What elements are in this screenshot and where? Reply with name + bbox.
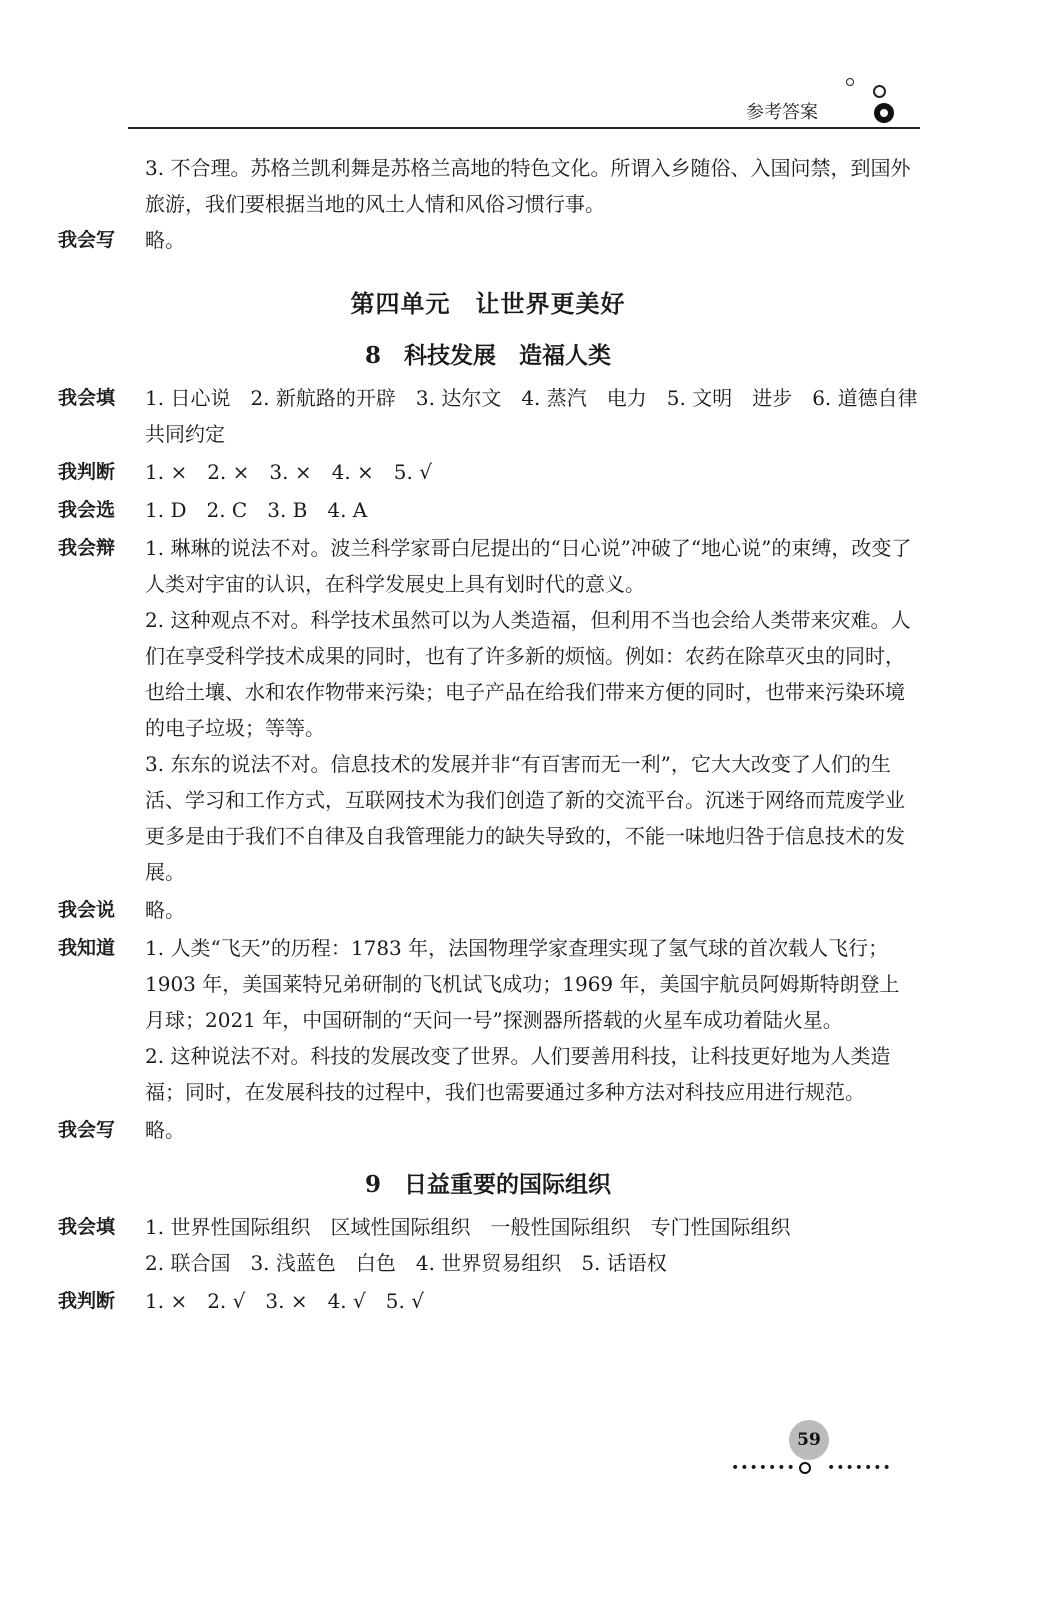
answer-paragraph: 1. 人类“飞天”的历程：1783 年，法国物理学家查理实现了氢气球的首次载人飞行；1903 年，美国莱特兄弟研制的飞机试飞成功；1969 年，美国宇航员阿姆斯特朗登上月球；2021 年，中国研制的“天问一号”探测器所搭载的火星车成功着陆火星。: [145, 936, 900, 1032]
section-label: 我会填: [58, 1216, 116, 1238]
decor-dot-icon: [846, 78, 854, 86]
header-title: 参考答案: [746, 102, 818, 123]
answer-paragraph: 2. 这种观点不对。科学技术虽然可以为人类造福，但利用不当也会给人类带来灾难。人们在享受科学技术成果的同时，也有了许多新的烦恼。例如：农药在除草灭虫的同时，也给土壤、水和农作物带来污染；电子产品在给我们带来方便的同时，也带来污染环境的电子垃圾；等等。: [145, 608, 911, 740]
page-number-block: [731, 1420, 903, 1476]
lesson8-choose-row: [58, 492, 918, 528]
lesson8-judge-row: [58, 454, 918, 490]
top-continued-item: 3. 不合理。苏格兰凯利舞是苏格兰高地的特色文化。所谓入乡随俗、入国问禁，到国外旅游，我们要根据当地的风土人情和风俗习惯行事。: [145, 156, 911, 216]
section-answer: [145, 1209, 918, 1281]
section-answer: 1. D 2. C 3. B 4. A: [145, 498, 368, 522]
section-answer: 1. × 2. √ 3. × 4. √ 5. √: [145, 1289, 424, 1313]
section-label: 我判断: [58, 461, 116, 483]
section-label: 我知道: [58, 937, 116, 959]
section-label: 我判断: [58, 1290, 116, 1312]
lesson8-fill-row: [58, 380, 938, 452]
answer-line: 2. 联合国 3. 浅蓝色 白色 4. 世界贸易组织 5. 话语权: [145, 1251, 667, 1275]
lesson8-title: 8 科技发展 造福人类: [364, 342, 611, 369]
section-label: 我会说: [58, 899, 116, 921]
section-answer: 略。: [145, 898, 185, 922]
section-label: 我会写: [58, 1119, 116, 1141]
answer-paragraph: 3. 东东的说法不对。信息技术的发展并非“有百害而无一利”，它大大改变了人们的生活、学习和工作方式，互联网技术为我们创造了新的交流平台。沉迷于网络而荒废学业更多是由于我们不自律及自我管理能力的缺失导致的，不能一味地归咎于信息技术的发展。: [145, 752, 905, 884]
answer-paragraph: 2. 这种说法不对。科技的发展改变了世界。人们要善用科技，让科技更好地为人类造福；同时，在发展科技的过程中，我们也需要通过多种方法对科技应用进行规范。: [145, 1044, 891, 1104]
answer-content: [58, 150, 938, 1321]
header-rule: [128, 127, 920, 129]
lesson9-judge-row: [58, 1283, 918, 1319]
dotted-leader-icon: •••••••: [731, 1460, 796, 1476]
decor-ring-icon: [874, 103, 894, 123]
lesson8-say-row: [58, 892, 918, 928]
page-number: 59: [789, 1420, 829, 1460]
section-answer: [145, 930, 918, 1110]
section-answer: 1. × 2. × 3. × 4. × 5. √: [145, 460, 432, 484]
answer-line: 1. 世界性国际组织 区域性国际组织 一般性国际组织 专门性国际组织: [145, 1215, 791, 1239]
top-write-row: [58, 222, 918, 258]
section-label: 我会填: [58, 387, 116, 409]
section-answer: [145, 530, 918, 890]
lesson8-know-row: [58, 930, 918, 1110]
decor-ring-icon: [799, 1462, 811, 1474]
lesson8-debate-row: [58, 530, 918, 890]
lesson9-title: 9 日益重要的国际组织: [364, 1171, 611, 1198]
section-answer: 1. 日心说 2. 新航路的开辟 3. 达尔文 4. 蒸汽 电力 5. 文明 进步 6. 道德自律 共同约定: [145, 386, 938, 446]
unit-title: 第四单元 让世界更美好: [350, 289, 626, 318]
section-answer: 略。: [145, 1118, 185, 1142]
decor-dot-icon: [873, 85, 886, 98]
answer-paragraph: 1. 琳琳的说法不对。波兰科学家哥白尼提出的“日心说”冲破了“地心说”的束缚，改变了人类对宇宙的认识，在科学发展史上具有划时代的意义。: [145, 536, 912, 596]
section-label: 我会写: [58, 229, 116, 251]
lesson8-write-row: [58, 1112, 918, 1148]
lesson9-fill-row: [58, 1209, 918, 1281]
section-answer: 略。: [145, 228, 185, 252]
dotted-leader-icon: •••••••: [827, 1460, 892, 1476]
section-label: 我会选: [58, 499, 116, 521]
section-label: 我会辩: [58, 537, 116, 559]
